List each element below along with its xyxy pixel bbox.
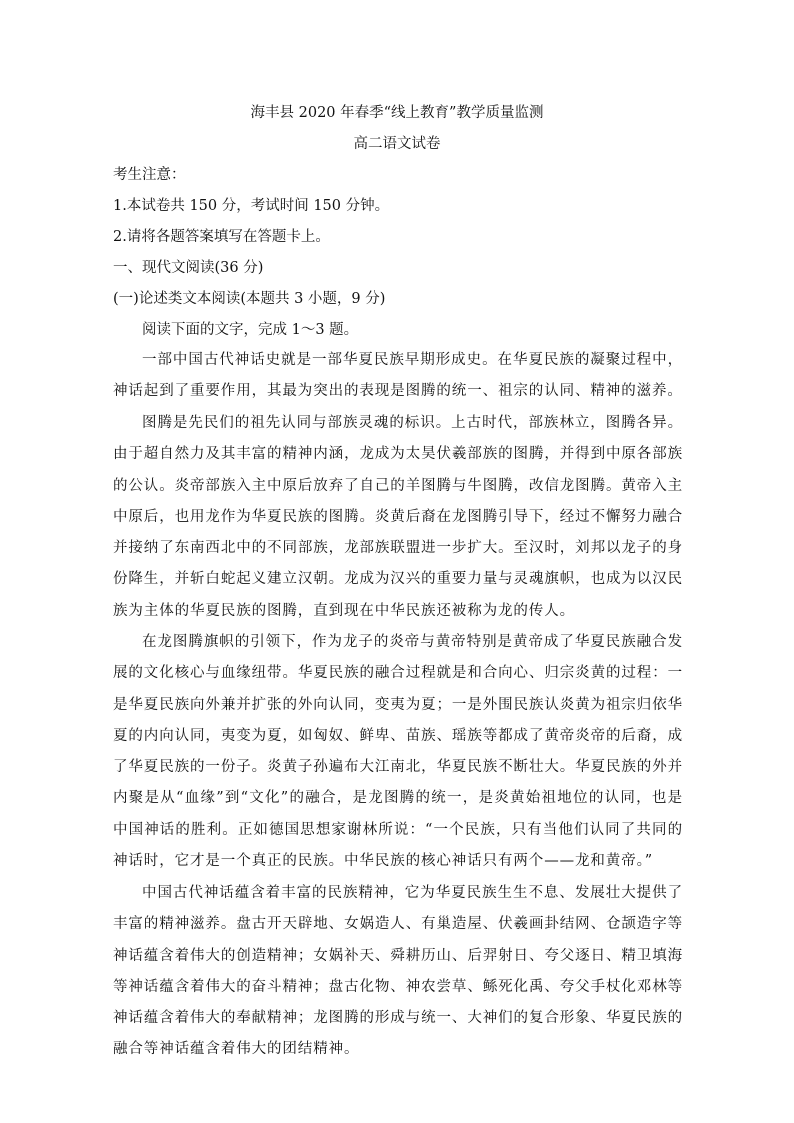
passage-paragraph: 在龙图腾旗帜的引领下，作为龙子的炎帝与黄帝特别是黄帝成了华夏民族融合发展的文化核心与血缘纽带。华夏民族的融合过程就是和合向心、归宗炎黄的过程：一是华夏民族向外兼并扩张的外向认同，变夷为夏；一是外围民族认炎黄为祖宗归依华夏的内向认同，夷变为夏，如匈奴、鲜卑、苗族、瑶族等都成了黄帝炎帝的后裔，成了华夏民族的一份子。炎黄子孙遍布大江南北，华夏民族不断壮大。华夏民族的外并内聚是从“血缘”到“文化”的融合，是龙图腾的统一，是炎黄始祖地位的认同，也是中国神话的胜利。正如德国思想家谢林所说：“一个民族，只有当他们认同了共同的神话时，它才是一个真正的民族。中华民族的核心神话只有两个——龙和黄帝。” bbox=[113, 634, 683, 870]
notice-item: 1.本试卷共 150 分，考试时间 150 分钟。 bbox=[113, 198, 390, 214]
section-heading: 一、现代文阅读(36 分) bbox=[113, 260, 264, 276]
exam-title: 海丰县 2020 年春季“线上教育”教学质量监测 bbox=[250, 105, 544, 121]
notice-heading: 考生注意： bbox=[113, 167, 186, 183]
passage-paragraph: 一部中国古代神话史就是一部华夏民族早期形成史。在华夏民族的凝聚过程中，神话起到了重要作用，其最为突出的表现是图腾的统一、祖宗的认同、精神的滋养。 bbox=[113, 352, 683, 400]
notice-item: 2.请将各题答案填写在答题卡上。 bbox=[113, 229, 330, 245]
section-subheading: (一)论述类文本阅读(本题共 3 小题，9 分) bbox=[113, 291, 386, 307]
reading-instruction: 阅读下面的文字，完成 1～3 题。 bbox=[142, 322, 359, 338]
passage-paragraph: 中国古代神话蕴含着丰富的民族精神，它为华夏民族生生不息、发展壮大提供了丰富的精神滋养。盘古开天辟地、女娲造人、有巢造屋、伏羲画卦结网、仓颉造字等神话蕴含着伟大的创造精神；女娲补天、舜耕历山、后羿射日、夸父逐日、精卫填海等神话蕴含着伟大的奋斗精神；盘古化物、神农尝草、鲧死化禹、夸父手杖化邓林等神话蕴含着伟大的奉献精神；龙图腾的形成与统一、大神们的复合形象、华夏民族的融合等神话蕴含着伟大的团结精神。 bbox=[113, 885, 683, 1058]
exam-subtitle: 高二语文试卷 bbox=[353, 136, 441, 152]
passage-paragraph: 图腾是先民们的祖先认同与部族灵魂的标识。上古时代，部族林立，图腾各异。由于超自然力及其丰富的精神内涵，龙成为太昊伏羲部族的图腾，并得到中原各部族的公认。炎帝部族入主中原后放弃了自己的羊图腾与牛图腾，改信龙图腾。黄帝入主中原后，也用龙作为华夏民族的图腾。炎黄后裔在龙图腾引导下，经过不懈努力融合并接纳了东南西北中的不同部族，龙部族联盟进一步扩大。至汉时，刘邦以龙子的身份降生，并斩白蛇起义建立汉朝。龙成为汉兴的重要力量与灵魂旗帜，也成为以汉民族为主体的华夏民族的图腾，直到现在中华民族还被称为龙的传人。 bbox=[113, 415, 683, 619]
